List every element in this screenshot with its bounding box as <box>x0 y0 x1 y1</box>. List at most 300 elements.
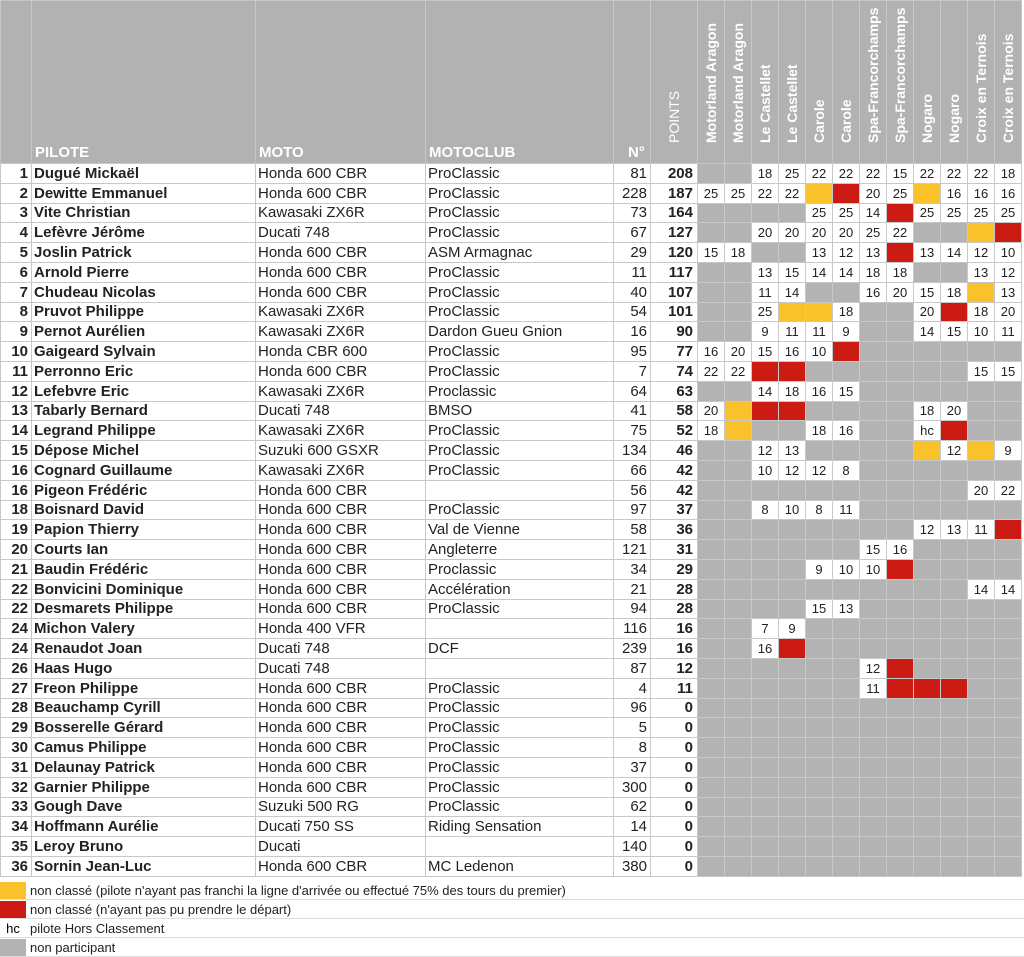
race-cell-score: 12 <box>860 658 887 678</box>
race-cell-not-participant <box>941 718 968 738</box>
race-cell-not-participant <box>860 619 887 639</box>
race-cell-not-participant <box>941 342 968 362</box>
pilot-cell: Freon Philippe <box>32 678 256 698</box>
rank-cell: 13 <box>1 401 32 421</box>
legend-item <box>0 881 1024 900</box>
moto-cell: Honda 600 CBR <box>256 559 426 579</box>
race-cell-not-participant <box>725 738 752 758</box>
race-cell-not-participant <box>995 856 1022 876</box>
race-cell-not-participant <box>725 718 752 738</box>
moto-cell: Honda 600 CBR <box>256 183 426 203</box>
header-race-9 <box>914 1 941 164</box>
race-cell-score: 18 <box>752 164 779 184</box>
header-moto-label: MOTO <box>259 144 304 161</box>
points-cell: 42 <box>651 460 698 480</box>
race-cell-not-participant <box>968 421 995 441</box>
race-cell-score: 20 <box>968 480 995 500</box>
header-race-10 <box>941 1 968 164</box>
race-cell-not-participant <box>995 381 1022 401</box>
pilot-cell: Dugué Mickaël <box>32 164 256 184</box>
points-cell: 52 <box>651 421 698 441</box>
legend-text: non participant <box>30 939 116 955</box>
race-cell-score: 11 <box>833 500 860 520</box>
pilot-cell: Desmarets Philippe <box>32 599 256 619</box>
race-cell-score: 10 <box>860 559 887 579</box>
points-cell: 16 <box>651 619 698 639</box>
legend-item <box>0 919 1024 938</box>
race-cell-score: 20 <box>995 302 1022 322</box>
race-cell-score: 15 <box>860 540 887 560</box>
race-cell-not-participant <box>725 223 752 243</box>
race-cell-not-participant <box>914 480 941 500</box>
race-cell-not-participant <box>752 480 779 500</box>
race-cell-not-started <box>941 421 968 441</box>
moto-cell: Honda 600 CBR <box>256 599 426 619</box>
race-cell-not-participant <box>995 658 1022 678</box>
race-cell-not-participant <box>995 738 1022 758</box>
race-cell-not-participant <box>968 817 995 837</box>
race-cell-not-participant <box>887 599 914 619</box>
race-cell-not-participant <box>833 797 860 817</box>
race-cell-not-participant <box>914 718 941 738</box>
points-cell: 101 <box>651 302 698 322</box>
race-cell-not-started <box>779 639 806 659</box>
motoclub-cell: ProClassic <box>426 164 614 184</box>
race-cell-not-participant <box>833 757 860 777</box>
race-cell-score: 20 <box>941 401 968 421</box>
race-cell-not-participant <box>995 797 1022 817</box>
rank-cell: 19 <box>1 520 32 540</box>
race-cell-score: 14 <box>968 579 995 599</box>
race-cell-not-participant <box>860 817 887 837</box>
race-cell-not-participant <box>860 856 887 876</box>
race-cell-score: 16 <box>941 183 968 203</box>
race-cell-not-participant <box>941 619 968 639</box>
race-cell-score: 10 <box>806 342 833 362</box>
race-cell-not-classified <box>725 401 752 421</box>
rank-cell: 16 <box>1 460 32 480</box>
race-cell-score: 25 <box>941 203 968 223</box>
points-cell: 37 <box>651 500 698 520</box>
motoclub-cell: ProClassic <box>426 441 614 461</box>
header-moto <box>256 1 426 164</box>
race-cell-not-participant <box>887 421 914 441</box>
header-race-label: Carole <box>838 99 854 143</box>
number-cell: 40 <box>614 282 651 302</box>
points-cell: 120 <box>651 243 698 263</box>
motoclub-cell: ProClassic <box>426 777 614 797</box>
race-cell-not-participant <box>941 262 968 282</box>
moto-cell: Honda 600 CBR <box>256 718 426 738</box>
race-cell-score: 16 <box>995 183 1022 203</box>
table-row <box>1 757 1022 777</box>
race-cell-not-participant <box>887 500 914 520</box>
race-cell-not-participant <box>887 460 914 480</box>
legend-item <box>0 900 1024 919</box>
points-cell: 77 <box>651 342 698 362</box>
race-cell-not-participant <box>806 361 833 381</box>
race-cell-not-participant <box>779 559 806 579</box>
race-cell-not-started <box>833 183 860 203</box>
race-cell-not-participant <box>995 678 1022 698</box>
race-cell-not-participant <box>887 579 914 599</box>
race-cell-not-participant <box>725 639 752 659</box>
race-cell-not-participant <box>752 698 779 718</box>
table-row <box>1 401 1022 421</box>
pilot-cell: Pruvot Philippe <box>32 302 256 322</box>
race-cell-not-participant <box>968 381 995 401</box>
table-row <box>1 738 1022 758</box>
race-cell-not-participant <box>914 658 941 678</box>
race-cell-not-participant <box>968 500 995 520</box>
race-cell-not-participant <box>725 658 752 678</box>
race-cell-not-participant <box>968 678 995 698</box>
pilot-cell: Lefèvre Jérôme <box>32 223 256 243</box>
pilot-cell: Papion Thierry <box>32 520 256 540</box>
motoclub-cell: Angleterre <box>426 540 614 560</box>
race-cell-score: 12 <box>941 441 968 461</box>
race-cell-not-participant <box>860 837 887 857</box>
race-cell-not-participant <box>887 302 914 322</box>
moto-cell: Honda 600 CBR <box>256 520 426 540</box>
table-row <box>1 837 1022 857</box>
pilot-cell: Garnier Philippe <box>32 777 256 797</box>
race-cell-score: 11 <box>968 520 995 540</box>
table-row <box>1 322 1022 342</box>
points-cell: 28 <box>651 599 698 619</box>
points-cell: 28 <box>651 579 698 599</box>
race-cell-not-participant <box>698 599 725 619</box>
race-cell-not-participant <box>806 718 833 738</box>
race-cell-not-participant <box>860 599 887 619</box>
header-race-5 <box>806 1 833 164</box>
race-cell-not-participant <box>833 718 860 738</box>
race-cell-score: 11 <box>806 322 833 342</box>
race-cell-score: 14 <box>806 262 833 282</box>
number-cell: 87 <box>614 658 651 678</box>
number-cell: 4 <box>614 678 651 698</box>
race-cell-not-participant <box>860 718 887 738</box>
rank-cell: 18 <box>1 500 32 520</box>
race-cell-score: 15 <box>887 164 914 184</box>
race-cell-not-participant <box>860 738 887 758</box>
motoclub-cell: ProClassic <box>426 183 614 203</box>
race-cell-not-started <box>752 361 779 381</box>
race-cell-not-participant <box>887 817 914 837</box>
number-cell: 67 <box>614 223 651 243</box>
pilot-cell: Joslin Patrick <box>32 243 256 263</box>
race-cell-score: 18 <box>941 282 968 302</box>
table-row <box>1 520 1022 540</box>
race-cell-not-participant <box>779 738 806 758</box>
race-cell-score: 9 <box>833 322 860 342</box>
race-cell-score: 25 <box>779 164 806 184</box>
moto-cell: Honda 600 CBR <box>256 540 426 560</box>
race-cell-not-started <box>914 678 941 698</box>
race-cell-not-participant <box>725 678 752 698</box>
race-cell-not-participant <box>833 579 860 599</box>
race-cell-not-participant <box>995 619 1022 639</box>
moto-cell: Suzuki 600 GSXR <box>256 441 426 461</box>
legend-text: non classé (n'ayant pas pu prendre le départ) <box>30 901 292 917</box>
header-race-7 <box>860 1 887 164</box>
race-cell-not-participant <box>725 540 752 560</box>
race-cell-not-participant <box>860 302 887 322</box>
race-cell-not-participant <box>806 757 833 777</box>
motoclub-cell: MC Ledenon <box>426 856 614 876</box>
pilot-cell: Michon Valery <box>32 619 256 639</box>
pilot-cell: Perronno Eric <box>32 361 256 381</box>
race-cell-not-participant <box>779 579 806 599</box>
moto-cell: Ducati 748 <box>256 658 426 678</box>
table-row <box>1 856 1022 876</box>
race-cell-not-participant <box>779 599 806 619</box>
motoclub-cell: ProClassic <box>426 203 614 223</box>
motoclub-cell: ProClassic <box>426 302 614 322</box>
race-cell-not-classified <box>806 302 833 322</box>
race-cell-not-participant <box>725 520 752 540</box>
points-cell: 42 <box>651 480 698 500</box>
number-cell: 97 <box>614 500 651 520</box>
race-cell-score: 25 <box>914 203 941 223</box>
race-cell-not-participant <box>725 856 752 876</box>
race-cell-score: 9 <box>779 619 806 639</box>
moto-cell: Ducati 748 <box>256 223 426 243</box>
race-cell-not-participant <box>725 500 752 520</box>
legend-text: pilote Hors Classement <box>30 920 165 936</box>
race-cell-not-participant <box>698 797 725 817</box>
race-cell-not-classified <box>725 421 752 441</box>
race-cell-not-participant <box>806 441 833 461</box>
race-cell-not-participant <box>968 559 995 579</box>
number-cell: 300 <box>614 777 651 797</box>
race-cell-score: 25 <box>860 223 887 243</box>
race-cell-not-participant <box>698 381 725 401</box>
moto-cell: Kawasaki ZX6R <box>256 460 426 480</box>
race-cell-not-participant <box>752 837 779 857</box>
race-cell-not-participant <box>941 639 968 659</box>
moto-cell: Honda 600 CBR <box>256 361 426 381</box>
race-cell-not-participant <box>698 619 725 639</box>
race-cell-not-participant <box>995 401 1022 421</box>
race-cell-not-participant <box>995 421 1022 441</box>
table-row <box>1 559 1022 579</box>
points-cell: 29 <box>651 559 698 579</box>
race-cell-not-participant <box>725 381 752 401</box>
race-cell-not-participant <box>860 322 887 342</box>
race-cell-not-participant <box>806 658 833 678</box>
race-cell-not-participant <box>914 757 941 777</box>
points-cell: 127 <box>651 223 698 243</box>
race-cell-not-participant <box>968 856 995 876</box>
race-cell-not-participant <box>941 579 968 599</box>
pilot-cell: Dewitte Emmanuel <box>32 183 256 203</box>
race-cell-not-participant <box>860 500 887 520</box>
race-cell-score: 16 <box>860 282 887 302</box>
race-cell-not-participant <box>968 342 995 362</box>
race-cell-not-participant <box>725 777 752 797</box>
table-row <box>1 639 1022 659</box>
race-cell-score: 15 <box>752 342 779 362</box>
rank-cell: 12 <box>1 381 32 401</box>
race-cell-score: 25 <box>752 302 779 322</box>
race-cell-score: 22 <box>860 164 887 184</box>
race-cell-score: 14 <box>995 579 1022 599</box>
race-cell-not-participant <box>698 837 725 857</box>
race-cell-not-participant <box>698 520 725 540</box>
race-cell-score: 8 <box>752 500 779 520</box>
pilot-cell: Delaunay Patrick <box>32 757 256 777</box>
race-cell-not-participant <box>833 480 860 500</box>
race-cell-not-participant <box>860 421 887 441</box>
race-cell-not-participant <box>752 678 779 698</box>
race-cell-score: 18 <box>968 302 995 322</box>
table-row <box>1 718 1022 738</box>
race-cell-not-participant <box>887 401 914 421</box>
race-cell-not-participant <box>860 401 887 421</box>
motoclub-cell: ProClassic <box>426 282 614 302</box>
race-cell-score: 25 <box>968 203 995 223</box>
race-cell-not-participant <box>995 698 1022 718</box>
race-cell-not-participant <box>725 837 752 857</box>
race-cell-not-participant <box>914 579 941 599</box>
header-num <box>614 1 651 164</box>
motoclub-cell: Val de Vienne <box>426 520 614 540</box>
points-cell: 11 <box>651 678 698 698</box>
race-cell-not-participant <box>833 738 860 758</box>
motoclub-cell: ProClassic <box>426 738 614 758</box>
race-cell-not-participant <box>779 856 806 876</box>
race-cell-not-participant <box>752 540 779 560</box>
table-row <box>1 421 1022 441</box>
race-cell-not-started <box>887 203 914 223</box>
pilot-cell: Tabarly Bernard <box>32 401 256 421</box>
race-cell-not-participant <box>725 757 752 777</box>
race-cell-score: 14 <box>752 381 779 401</box>
race-cell-not-participant <box>725 322 752 342</box>
table-row <box>1 540 1022 560</box>
table-row <box>1 381 1022 401</box>
race-cell-not-participant <box>995 559 1022 579</box>
race-cell-score: 13 <box>779 441 806 461</box>
race-cell-not-participant <box>941 658 968 678</box>
race-cell-not-participant <box>752 203 779 223</box>
moto-cell: Honda CBR 600 <box>256 342 426 362</box>
race-cell-score: 16 <box>968 183 995 203</box>
race-cell-not-participant <box>914 540 941 560</box>
race-cell-not-participant <box>968 837 995 857</box>
race-cell-score: 25 <box>887 183 914 203</box>
header-points-label: POINTS <box>666 90 682 143</box>
table-row <box>1 777 1022 797</box>
race-cell-not-participant <box>725 460 752 480</box>
race-cell-not-participant <box>887 619 914 639</box>
race-cell-not-participant <box>860 441 887 461</box>
motoclub-cell: ProClassic <box>426 698 614 718</box>
race-cell-not-participant <box>725 262 752 282</box>
race-cell-not-participant <box>833 856 860 876</box>
rank-cell: 30 <box>1 738 32 758</box>
race-cell-not-participant <box>941 500 968 520</box>
race-cell-not-participant <box>698 579 725 599</box>
race-cell-not-participant <box>806 738 833 758</box>
race-cell-not-participant <box>941 698 968 718</box>
rank-cell: 33 <box>1 797 32 817</box>
race-cell-not-participant <box>752 738 779 758</box>
race-cell-not-participant <box>833 698 860 718</box>
race-cell-not-participant <box>698 441 725 461</box>
pilot-cell: Legrand Philippe <box>32 421 256 441</box>
motoclub-cell: ProClassic <box>426 262 614 282</box>
rank-cell: 21 <box>1 559 32 579</box>
race-cell-not-participant <box>806 678 833 698</box>
race-cell-not-participant <box>860 579 887 599</box>
race-cell-not-participant <box>968 797 995 817</box>
race-cell-not-participant <box>941 817 968 837</box>
race-cell-not-participant <box>833 678 860 698</box>
legend-swatch: hc <box>0 920 26 937</box>
race-cell-score: 9 <box>806 559 833 579</box>
race-cell-not-participant <box>860 757 887 777</box>
pilot-cell: Bonvicini Dominique <box>32 579 256 599</box>
header-points <box>651 1 698 164</box>
race-cell-score: 25 <box>725 183 752 203</box>
moto-cell: Kawasaki ZX6R <box>256 421 426 441</box>
points-cell: 0 <box>651 856 698 876</box>
race-cell-not-participant <box>914 262 941 282</box>
race-cell-not-participant <box>860 777 887 797</box>
header-race-label: Motorland Aragon <box>730 22 746 143</box>
race-cell-not-participant <box>779 520 806 540</box>
rank-cell: 3 <box>1 203 32 223</box>
table-row <box>1 183 1022 203</box>
race-cell-not-participant <box>887 738 914 758</box>
header-rank <box>1 1 32 164</box>
race-cell-score: 18 <box>860 262 887 282</box>
motoclub-cell: Dardon Gueu Gnion <box>426 322 614 342</box>
header-pilote <box>32 1 256 164</box>
race-cell-not-participant <box>887 856 914 876</box>
race-cell-not-participant <box>941 599 968 619</box>
race-cell-not-participant <box>914 619 941 639</box>
race-cell-not-participant <box>941 856 968 876</box>
race-cell-score: 20 <box>860 183 887 203</box>
race-cell-not-participant <box>968 757 995 777</box>
race-cell-score: 11 <box>752 282 779 302</box>
race-cell-not-participant <box>941 460 968 480</box>
header-row <box>1 1 1022 164</box>
race-cell-score: 16 <box>698 342 725 362</box>
race-cell-not-participant <box>779 203 806 223</box>
pilot-cell: Lefebvre Eric <box>32 381 256 401</box>
race-cell-score: 22 <box>725 361 752 381</box>
motoclub-cell: Proclassic <box>426 559 614 579</box>
race-cell-not-participant <box>752 757 779 777</box>
race-cell-not-participant <box>752 520 779 540</box>
rank-cell: 6 <box>1 262 32 282</box>
race-cell-not-participant <box>968 777 995 797</box>
race-cell-not-participant <box>779 421 806 441</box>
header-race-label: Carole <box>811 99 827 143</box>
number-cell: 116 <box>614 619 651 639</box>
race-cell-not-participant <box>779 757 806 777</box>
header-race-1 <box>698 1 725 164</box>
race-cell-not-participant <box>806 540 833 560</box>
race-cell-not-participant <box>914 698 941 718</box>
race-cell-not-participant <box>779 658 806 678</box>
race-cell-not-participant <box>779 678 806 698</box>
points-cell: 0 <box>651 757 698 777</box>
